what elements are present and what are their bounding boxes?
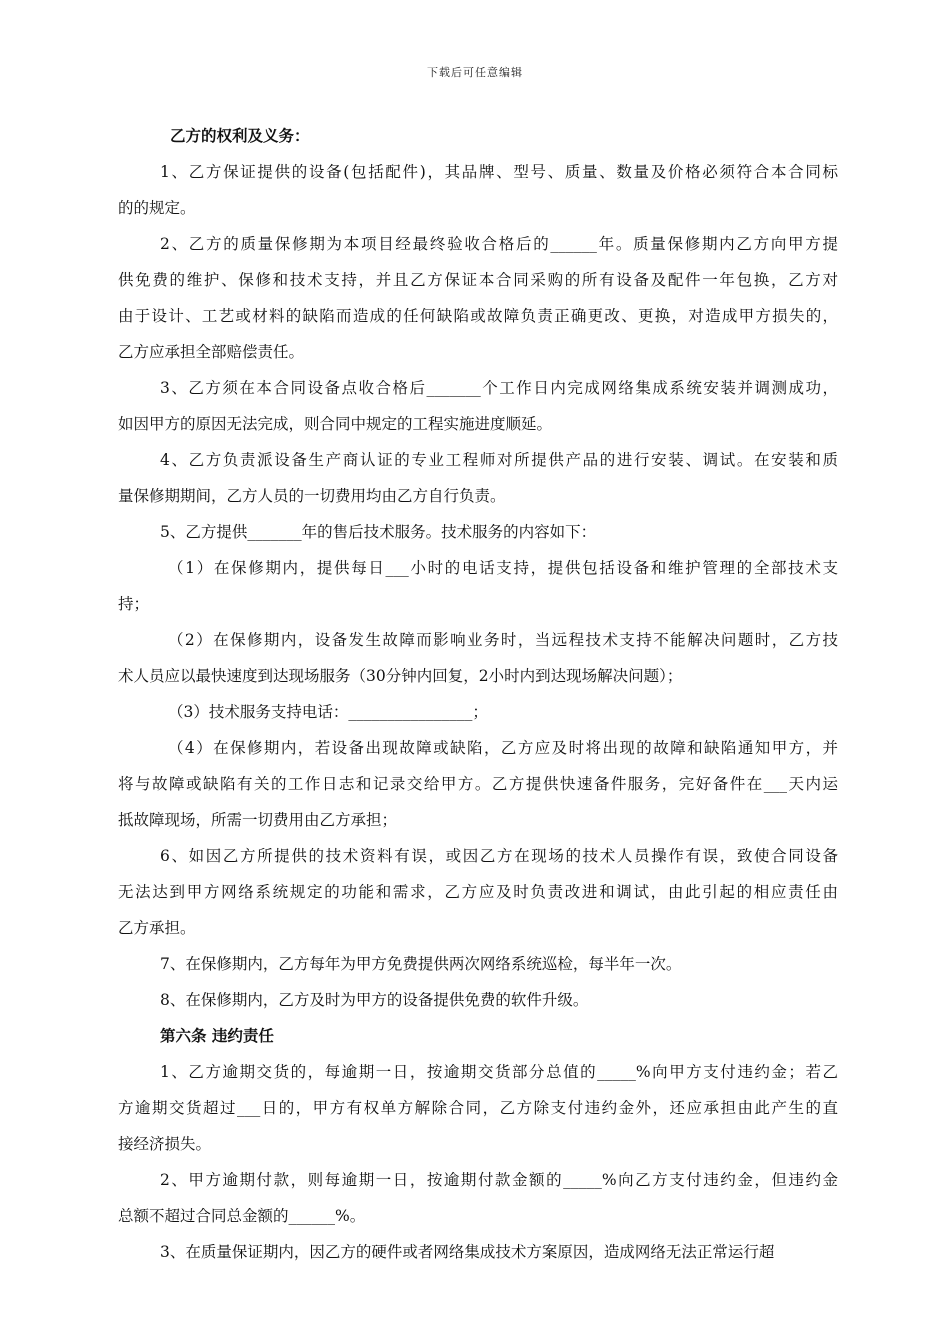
paragraph-line: 2、甲方逾期付款，则每逾期一日，按逾期付款金额的_____%向乙方支付违约金，但违约金	[160, 1171, 838, 1189]
paragraph-line: 4、乙方负责派设备生产商认证的专业工程师对所提供产品的进行安装、调试。在安装和质	[160, 451, 838, 469]
paragraph-line: 1、乙方逾期交货的，每逾期一日，按逾期交货部分总值的_____%向甲方支付违约金；若乙	[160, 1063, 838, 1081]
paragraph-line: 接经济损失。	[118, 1135, 212, 1153]
paragraph-line: 6、如因乙方所提供的技术资料有误，或因乙方在现场的技术人员操作有误，致使合同设备	[160, 847, 838, 865]
page-header: 下载后可任意编辑	[427, 66, 523, 79]
paragraph-line: 供免费的维护、保修和技术支持，并且乙方保证本合同采购的所有设备及配件一年包换，乙方对	[118, 271, 838, 289]
paragraph-line: 乙方应承担全部赔偿责任。	[118, 343, 305, 361]
paragraph-line: 由于设计、工艺或材料的缺陷而造成的任何缺陷或故障负责正确更改、更换，对造成甲方损失的，	[118, 307, 838, 325]
paragraph-line: 3、乙方须在本合同设备点收合格后_______个工作日内完成网络集成系统安装并调测成功，	[160, 379, 838, 397]
paragraph-line: 3、在质量保证期内，因乙方的硬件或者网络集成技术方案原因，造成网络无法正常运行超	[160, 1243, 775, 1261]
article-heading: 第六条 违约责任	[160, 1026, 274, 1045]
paragraph-line: 的的规定。	[118, 199, 196, 217]
paragraph-line: 总额不超过合同总金额的______%。	[118, 1207, 366, 1225]
paragraph-line: 7、在保修期内，乙方每年为甲方免费提供两次网络系统巡检，每半年一次。	[160, 955, 682, 973]
section-heading: 乙方的权利及义务：	[170, 126, 310, 145]
paragraph-line: 2、乙方的质量保修期为本项目经最终验收合格后的______年。质量保修期内乙方向甲方提	[160, 235, 838, 253]
document-body	[118, 118, 838, 1270]
paragraph-line: 1、乙方保证提供的设备(包括配件)，其品牌、型号、质量、数量及价格必须符合本合同标	[160, 163, 838, 181]
paragraph-line: 抵故障现场，所需一切费用由乙方承担；	[118, 811, 398, 829]
paragraph-line: 持；	[118, 595, 150, 613]
paragraph-line: 方逾期交货超过___日的，甲方有权单方解除合同，乙方除支付违约金外，还应承担由此产生的直	[118, 1099, 838, 1117]
paragraph-line: 无法达到甲方网络系统规定的功能和需求，乙方应及时负责改进和调试，由此引起的相应责任由	[118, 883, 838, 901]
paragraph-line: 8、在保修期内，乙方及时为甲方的设备提供免费的软件升级。	[160, 991, 589, 1009]
paragraph-line: 术人员应以最快速度到达现场服务（30分钟内回复，2小时内到达现场解决问题）；	[118, 667, 683, 685]
paragraph-line: 乙方承担。	[118, 919, 196, 937]
paragraph-line: （3）技术服务支持电话：________________；	[168, 703, 488, 721]
paragraph-line: 将与故障或缺陷有关的工作日志和记录交给甲方。乙方提供快速备件服务，完好备件在___天内运	[118, 775, 838, 793]
paragraph-line: 如因甲方的原因无法完成，则合同中规定的工程实施进度顺延。	[118, 415, 553, 433]
paragraph-line: 量保修期期间，乙方人员的一切费用均由乙方自行负责。	[118, 487, 506, 505]
paragraph-line: （2）在保修期内，设备发生故障而影响业务时，当远程技术支持不能解决问题时，乙方技	[168, 631, 838, 649]
paragraph-line: （4）在保修期内，若设备出现故障或缺陷，乙方应及时将出现的故障和缺陷通知甲方，并	[168, 739, 838, 757]
paragraph-line: 5、乙方提供_______年的售后技术服务。技术服务的内容如下：	[160, 523, 597, 541]
paragraph-line: （1）在保修期内，提供每日___小时的电话支持，提供包括设备和维护管理的全部技术支	[168, 559, 838, 577]
